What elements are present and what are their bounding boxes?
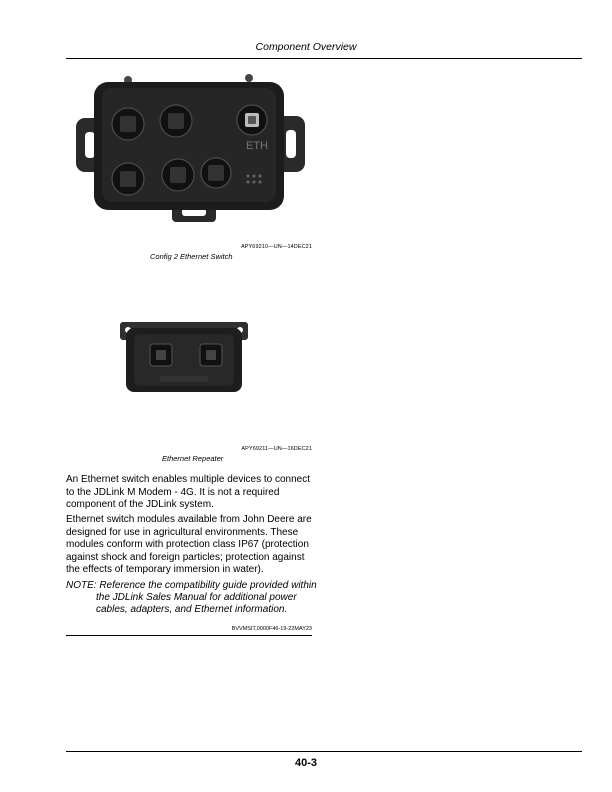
section-end-rule (66, 635, 312, 636)
svg-text:ETH: ETH (246, 140, 268, 152)
header-rule (66, 58, 582, 59)
page-header-title: Component Overview (255, 41, 357, 53)
ethernet-switch-photo (76, 74, 306, 222)
figure-caption: Ethernet Repeater (162, 454, 224, 463)
body-paragraph-2: Ethernet switch modules available from John Deere are designed for use in agricultural environments. These modules conform with protection class IP67 (protection against shock and foreign particles; protection against the effects of temporary immersion in water). (66, 514, 312, 575)
footer-rule (66, 751, 582, 752)
ethernet-repeater-photo (120, 318, 248, 394)
document-code: BVVMSIT,0000F46-19-22MAY23 (231, 626, 312, 632)
note-text: NOTE: Reference the compatibility guide provided within the JDLink Sales Manual for additional power cables, adapters, and Ethernet information. (66, 580, 317, 615)
note-block (66, 580, 318, 616)
body-paragraph-1: An Ethernet switch enables multiple devices to connect to the JDLink M Modem - 4G. It is not a required component of the JDLink system. (66, 474, 311, 510)
figure-caption: Config 2 Ethernet Switch (150, 252, 233, 261)
figure-credit: APY69210—UN—14DEC21 (241, 244, 312, 250)
page-number: 40-3 (294, 757, 318, 769)
figure-credit: APY69211—UN—16DEC21 (241, 446, 312, 452)
